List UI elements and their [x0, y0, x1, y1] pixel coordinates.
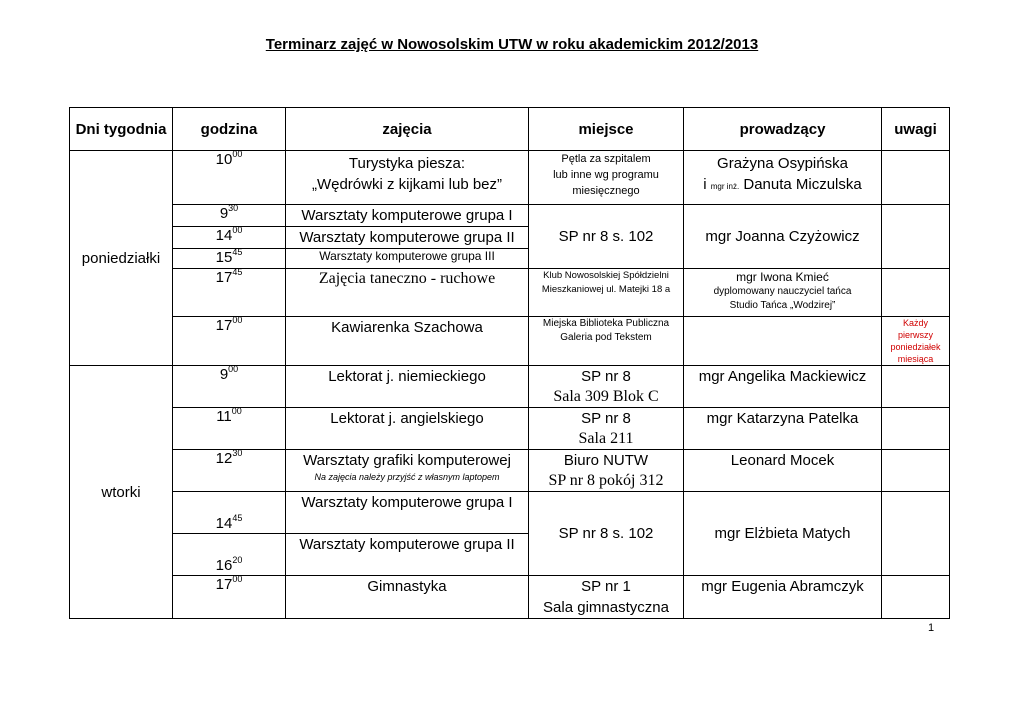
class-cell: Lektorat j. niemieckiego [286, 366, 529, 408]
time-cell: $10^{00}$ [173, 151, 286, 205]
teacher-cell: mgr Katarzyna Patelka [684, 408, 882, 450]
teacher-cell: Grażyna Osypińska i mgr inż. Danuta Miczulska [684, 151, 882, 205]
class-cell: Warsztaty komputerowe grupa III [286, 249, 529, 269]
time-cell: $17^{00}$ [173, 317, 286, 366]
table-row [70, 205, 950, 227]
time-cell: $9^{00}$ [173, 366, 286, 408]
day-monday: poniedziałki [70, 151, 173, 366]
place-cell: Biuro NUTW SP nr 8 pokój 312 [529, 450, 684, 492]
place-cell: Miejska Biblioteka Publiczna Galeria pod Tekstem [529, 317, 684, 366]
page-number: 1 [928, 622, 935, 634]
class-note: Na zajęcia należy przyjść z własnym laptopem [314, 472, 500, 482]
header-time: godzina [173, 108, 286, 151]
day-tuesday: wtorki [70, 366, 173, 619]
notes-cell: Każdy pierwszy poniedziałek miesiąca [882, 317, 950, 366]
place-cell: SP nr 8 s. 102 [529, 492, 684, 576]
time-cell: $14^{00}$ [173, 227, 286, 249]
table-header-row [70, 108, 950, 151]
notes-cell [882, 205, 950, 269]
notes-cell [882, 269, 950, 317]
teacher-cell: mgr Iwona Kmieć dyplomowany nauczyciel tańca Studio Tańca „Wodzirej” [684, 269, 882, 317]
notes-cell [882, 366, 950, 408]
time-cell: $16^{20}$ [173, 534, 286, 576]
header-notes: uwagi [882, 108, 950, 151]
header-day: Dni tygodnia [70, 108, 173, 151]
time-cell: $11^{00}$ [173, 408, 286, 450]
class-cell: Zajęcia taneczno - ruchowe [286, 269, 529, 317]
teacher-cell: mgr Angelika Mackiewicz [684, 366, 882, 408]
header-place: miejsce [529, 108, 684, 151]
teacher-cell [684, 317, 882, 366]
class-cell: Gimnastyka [286, 576, 529, 619]
teacher-cell: Leonard Mocek [684, 450, 882, 492]
place-cell: Klub Nowosolskiej Spółdzielni Mieszkaniowej ul. Matejki 18 a [529, 269, 684, 317]
table-row [70, 269, 950, 317]
class-cell: Warsztaty komputerowe grupa I [286, 205, 529, 227]
teacher-cell: mgr Joanna Czyżowicz [684, 205, 882, 269]
table-row [70, 492, 950, 534]
notes-cell [882, 450, 950, 492]
schedule-table [69, 107, 950, 619]
place-cell: SP nr 8 Sala 211 [529, 408, 684, 450]
table-row [70, 317, 950, 366]
class-cell: Kawiarenka Szachowa [286, 317, 529, 366]
class-cell: Warsztaty komputerowe grupa I [286, 492, 529, 534]
notes-cell [882, 576, 950, 619]
notes-cell [882, 408, 950, 450]
place-cell: SP nr 8 Sala 309 Blok C [529, 366, 684, 408]
page-title: Terminarz zajęć w Nowosolskim UTW w roku akademickim 2012/2013 [265, 36, 759, 53]
header-teacher: prowadzący [684, 108, 882, 151]
class-cell: Warsztaty grafiki komputerowej Na zajęcia należy przyjść z własnym laptopem [286, 450, 529, 492]
notes-cell [882, 492, 950, 576]
place-cell: Pętla za szpitalem lub inne wg programu miesięcznego [529, 151, 684, 205]
class-cell: Turystyka piesza: „Wędrówki z kijkami lub bez” [286, 151, 529, 205]
notes-cell [882, 151, 950, 205]
time-cell: $9^{30}$ [173, 205, 286, 227]
table-row [70, 366, 950, 408]
class-cell: Warsztaty komputerowe grupa II [286, 227, 529, 249]
time-cell: $14^{45}$ [173, 492, 286, 534]
teacher-cell: mgr Elżbieta Matych [684, 492, 882, 576]
table-row [70, 151, 950, 205]
header-class: zajęcia [286, 108, 529, 151]
teacher-cell: mgr Eugenia Abramczyk [684, 576, 882, 619]
place-cell: SP nr 1 Sala gimnastyczna [529, 576, 684, 619]
class-cell: Lektorat j. angielskiego [286, 408, 529, 450]
time-cell: $17^{00}$ [173, 576, 286, 619]
table-row [70, 408, 950, 450]
time-cell: $17^{45}$ [173, 269, 286, 317]
time-cell: $12^{30}$ [173, 450, 286, 492]
place-cell: SP nr 8 s. 102 [529, 205, 684, 269]
time-cell: $15^{45}$ [173, 249, 286, 269]
table-row [70, 576, 950, 619]
class-cell: Warsztaty komputerowe grupa II [286, 534, 529, 576]
table-row [70, 450, 950, 492]
